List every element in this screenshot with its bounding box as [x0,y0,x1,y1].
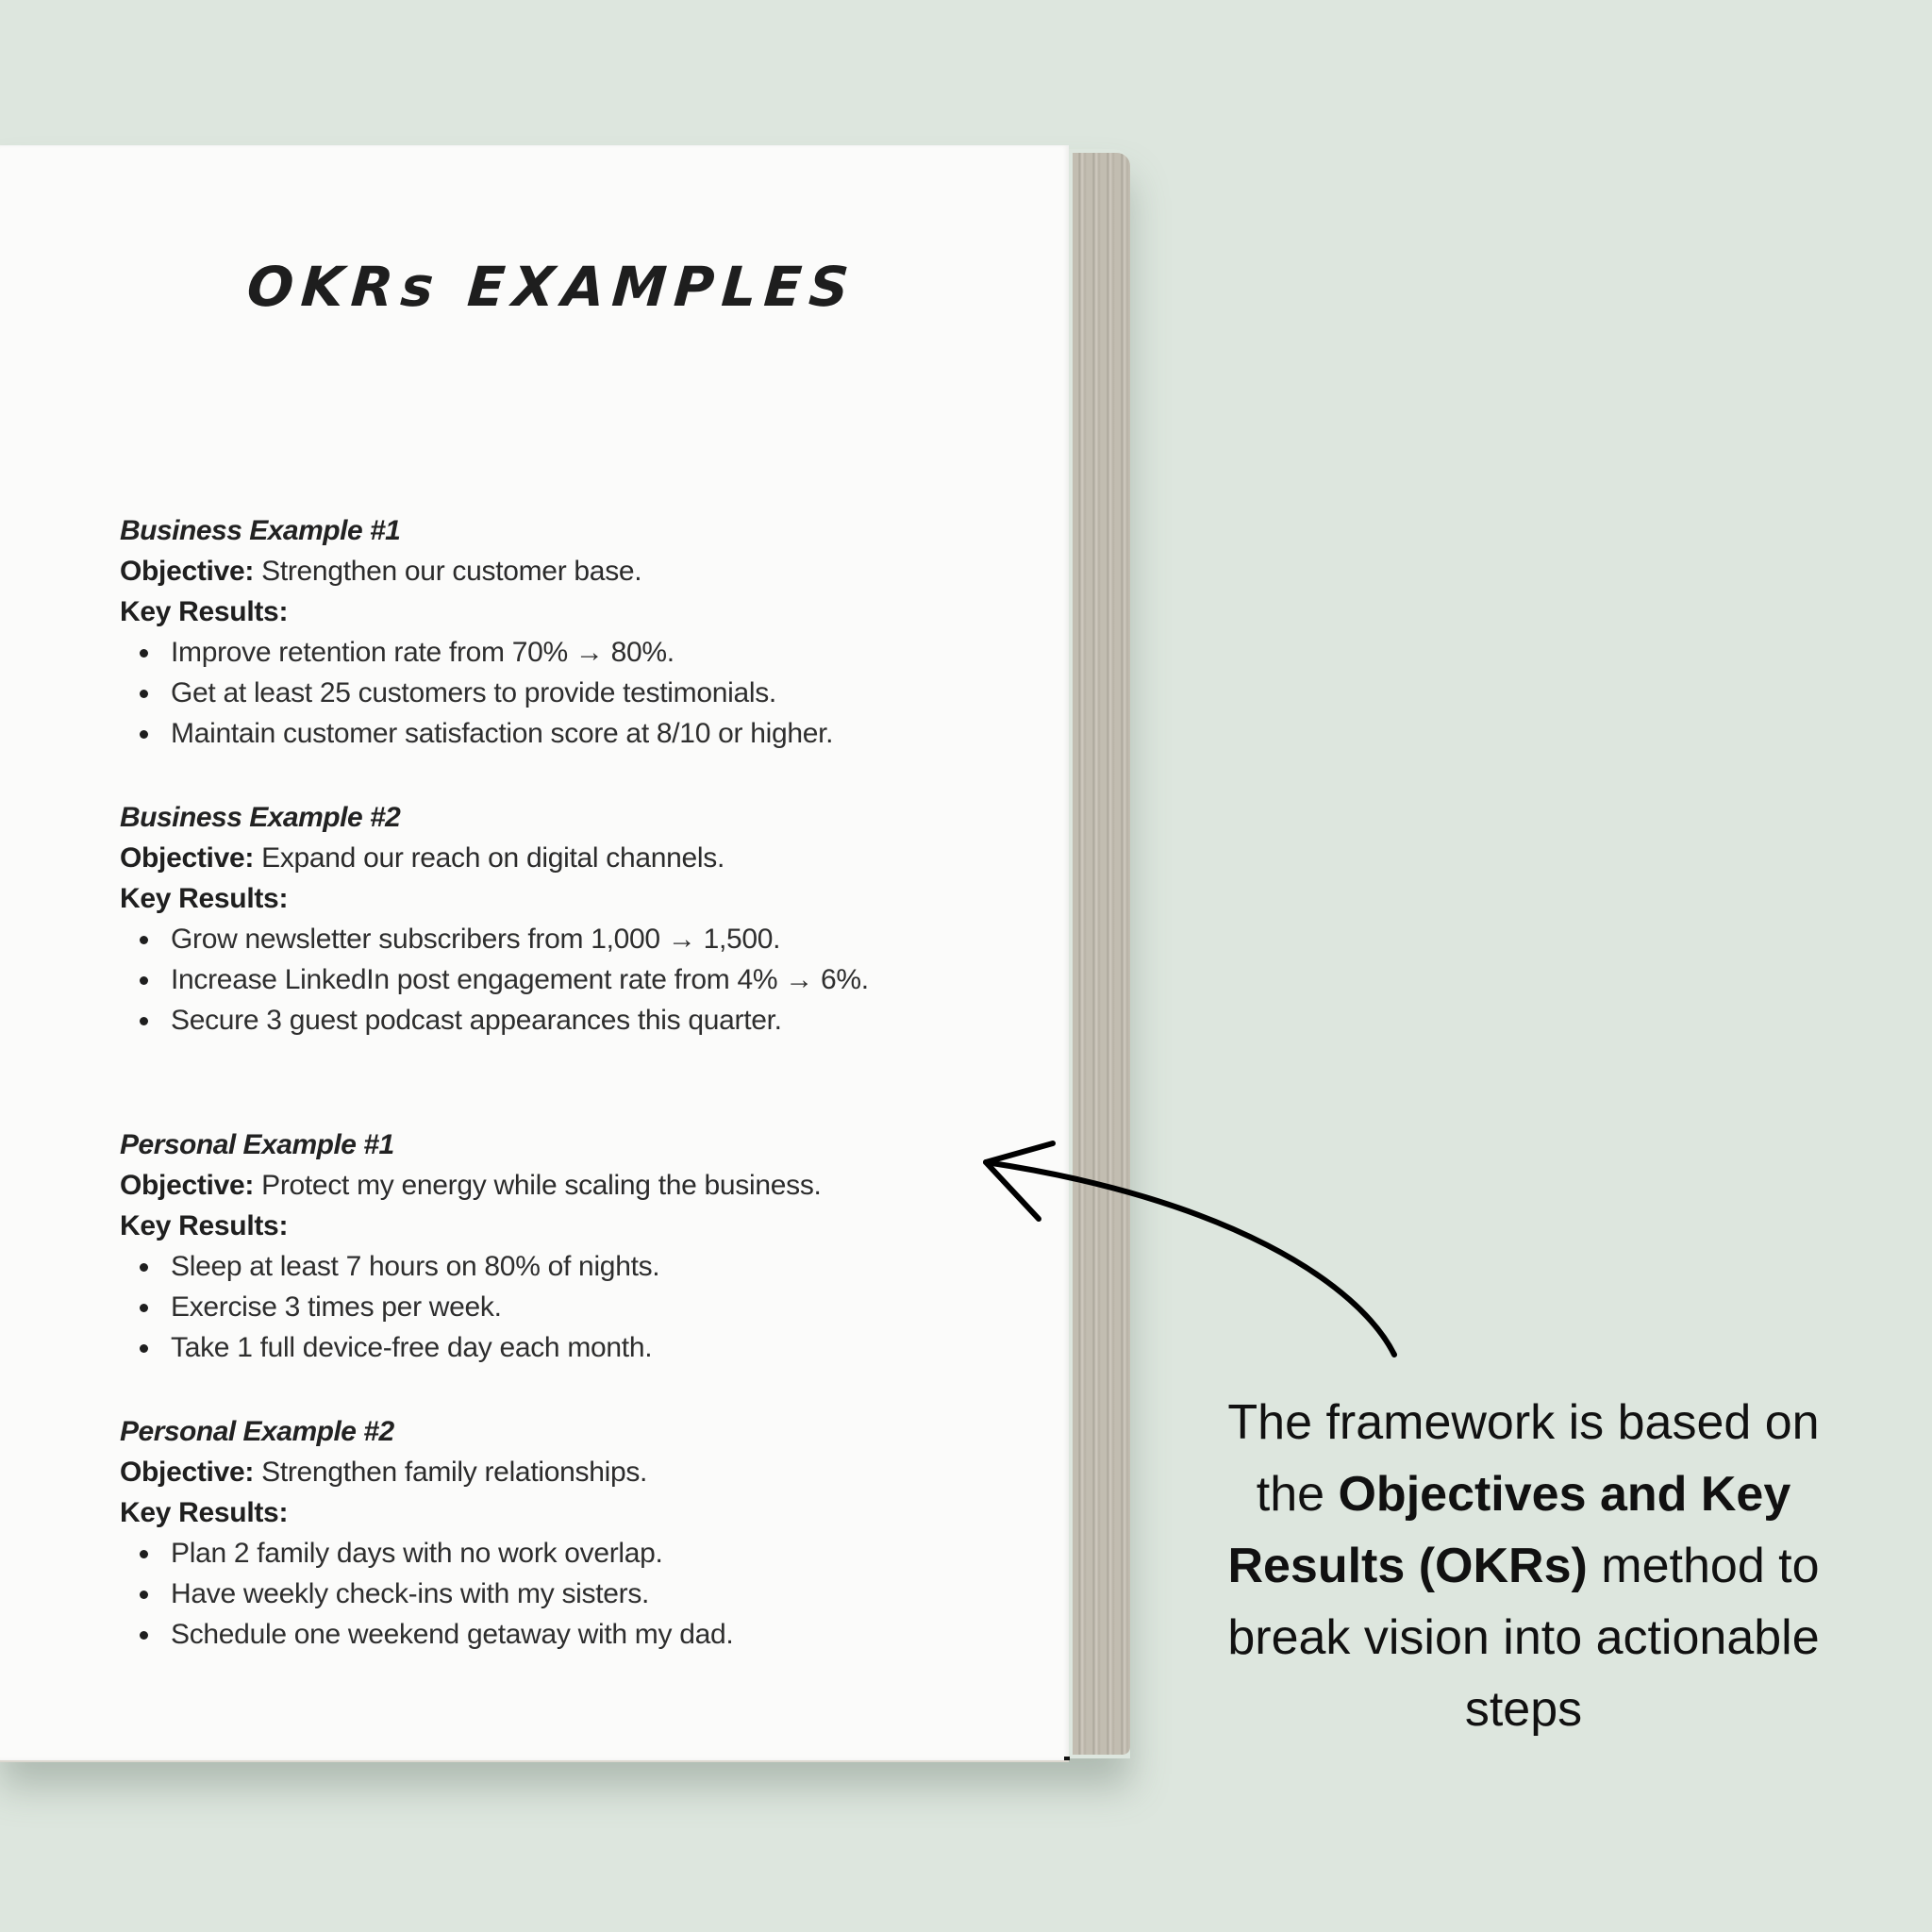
page-edges [1073,153,1130,1755]
bullet-icon [140,649,148,658]
key-result-text: Schedule one weekend getaway with my dad. [171,1619,734,1650]
key-results-list [120,632,833,754]
bullet-icon [140,730,148,739]
key-result-item [120,919,869,959]
key-results-label: Key Results: [120,596,289,627]
key-result-item [120,1574,733,1614]
key-result-item [120,1614,733,1655]
objective-line [120,838,869,878]
bullet-icon [140,1550,148,1558]
key-result-text: Sleep at least 7 hours on 80% of nights. [171,1251,660,1282]
key-result-text: Increase LinkedIn post engagement rate from 4% → 6%. [171,964,869,995]
key-result-text: Grow newsletter subscribers from 1,000 → 1,500. [171,924,781,955]
bullet-icon [140,1631,148,1640]
key-results-list [120,1533,733,1655]
key-result-item [120,959,869,1000]
key-result-item [120,713,833,754]
bullet-icon [140,976,148,985]
key-result-item [120,1246,822,1287]
key-result-text: Exercise 3 times per week. [171,1291,502,1323]
objective-text: Expand our reach on digital channels. [261,842,725,874]
key-results-label: Key Results: [120,883,289,914]
section-heading: Business Example #2 [120,802,401,833]
okr-section-business-2 [120,797,869,1041]
caption-part-2: method to break vision into actionable steps [1227,1539,1820,1737]
bullet-icon [140,690,148,698]
key-results-list [120,919,869,1041]
objective-text: Strengthen family relationships. [261,1457,648,1488]
objective-label: Objective: [120,1170,255,1201]
key-result-text: Take 1 full device-free day each month. [171,1332,653,1363]
objective-label: Objective: [120,1457,255,1488]
key-result-text: Secure 3 guest podcast appearances this quarter. [171,1005,782,1036]
key-result-item [120,1327,822,1368]
bullet-icon [140,1304,148,1312]
key-results-label: Key Results: [120,1210,289,1241]
key-result-item [120,1000,869,1041]
bullet-icon [140,1591,148,1599]
okr-section-business-1 [120,510,833,754]
section-heading: Personal Example #1 [120,1129,394,1160]
caption-bold: Objectives and Key Results (OKRs) [1227,1467,1791,1593]
key-results-list [120,1246,822,1368]
key-result-item [120,632,833,673]
okr-section-personal-2 [120,1411,733,1655]
objective-line [120,551,833,591]
key-results-label: Key Results: [120,1497,289,1528]
key-result-item [120,673,833,713]
caption-part-1: The framework is based on the [1227,1395,1820,1522]
bullet-icon [140,1263,148,1272]
objective-text: Protect my energy while scaling the business. [261,1170,822,1201]
key-result-text: Have weekly check-ins with my sisters. [171,1578,650,1609]
objective-text: Strengthen our customer base. [261,556,642,587]
bullet-icon [140,1344,148,1353]
key-result-item [120,1287,822,1327]
objective-label: Objective: [120,556,255,587]
objective-line [120,1165,822,1206]
key-result-item [120,1533,733,1574]
key-result-text: Plan 2 family days with no work overlap. [171,1538,663,1569]
section-heading: Business Example #1 [120,515,401,546]
objective-label: Objective: [120,842,255,874]
key-result-text: Get at least 25 customers to provide testimonials. [171,677,776,708]
page-title: OKRs EXAMPLES [244,255,858,319]
bullet-icon [140,936,148,944]
okr-section-personal-1 [120,1124,822,1368]
key-result-text: Improve retention rate from 70% → 80%. [171,637,675,668]
bullet-icon [140,1017,148,1025]
page-corner-mark [1064,1757,1070,1760]
objective-line [120,1452,733,1492]
key-result-text: Maintain customer satisfaction score at 8/10 or higher. [171,718,834,749]
section-heading: Personal Example #2 [120,1416,394,1447]
caption-text [1198,1387,1849,1745]
